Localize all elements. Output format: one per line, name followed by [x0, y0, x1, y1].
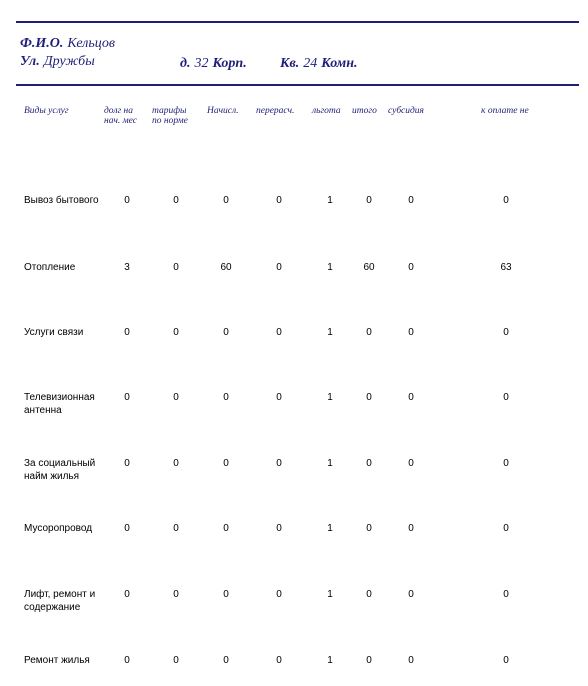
row-value: 0: [223, 458, 229, 469]
row-value: 0: [366, 392, 372, 403]
row-value: 0: [503, 655, 509, 666]
col-header-debt: долг на нач. мес: [104, 106, 137, 126]
row-value: 0: [503, 458, 509, 469]
row-value: 0: [173, 195, 179, 206]
service-name: Вывоз бытового: [24, 195, 99, 206]
row-value: 60: [363, 262, 375, 273]
row-value: 1: [327, 195, 333, 206]
fio-label: Ф.И.О.: [20, 36, 64, 51]
row-value: 0: [124, 523, 130, 534]
col-header-tariff: тарифы по норме: [152, 106, 188, 126]
col-header-recalc: перерасч.: [256, 106, 295, 116]
row-value: 3: [124, 262, 130, 273]
row-value: 0: [408, 655, 414, 666]
row-value: 0: [276, 327, 282, 338]
service-name: Отопление: [24, 262, 76, 273]
service-name: Лифт, ремонт и содержание: [24, 589, 96, 613]
col-header-total: итого: [352, 106, 377, 116]
fio-value: Кельцов: [67, 36, 115, 51]
row-value: 0: [223, 655, 229, 666]
row-value: 0: [408, 392, 414, 403]
kv-label: Кв.: [280, 56, 300, 71]
row-value: 0: [503, 589, 509, 600]
row-value: 0: [276, 655, 282, 666]
row-value: 0: [223, 327, 229, 338]
row-value: 0: [223, 589, 229, 600]
row-value: 0: [173, 327, 179, 338]
col-header-to-pay: к оплате не: [481, 106, 529, 116]
service-name: Телевизионная антенна: [24, 392, 95, 416]
row-value: 0: [276, 195, 282, 206]
kv-field: [280, 54, 358, 72]
row-value: 0: [173, 655, 179, 666]
row-value: 0: [276, 589, 282, 600]
row-value: 0: [408, 523, 414, 534]
house-field: [180, 54, 247, 72]
row-value: 63: [500, 262, 512, 273]
row-value: 0: [366, 458, 372, 469]
top-rule: [16, 21, 579, 23]
row-value: 0: [408, 262, 414, 273]
house-value: 32: [194, 56, 209, 71]
service-name: Ремонт жилья: [24, 655, 90, 666]
row-value: 1: [327, 589, 333, 600]
row-value: 0: [124, 458, 130, 469]
row-value: 0: [124, 195, 130, 206]
col-header-benefit: льгота: [312, 106, 341, 116]
row-value: 0: [173, 392, 179, 403]
row-value: 0: [408, 327, 414, 338]
row-value: 0: [223, 195, 229, 206]
korp-label: Корп.: [212, 56, 247, 71]
row-value: 0: [124, 327, 130, 338]
service-name: Мусоропровод: [24, 523, 93, 534]
street-value: Дружбы: [43, 54, 95, 69]
row-value: 0: [173, 589, 179, 600]
row-value: 1: [327, 327, 333, 338]
row-value: 0: [366, 589, 372, 600]
row-value: 0: [124, 392, 130, 403]
row-value: 0: [408, 195, 414, 206]
house-label: д.: [180, 56, 191, 71]
row-value: 1: [327, 392, 333, 403]
row-value: 0: [223, 523, 229, 534]
row-value: 0: [408, 458, 414, 469]
row-value: 0: [366, 327, 372, 338]
street-label: Ул.: [20, 54, 40, 69]
komn-label: Комн.: [321, 56, 358, 71]
row-value: 0: [503, 195, 509, 206]
service-name: За социальный найм жилья: [24, 458, 96, 482]
row-value: 0: [408, 589, 414, 600]
service-name: Услуги связи: [24, 327, 84, 338]
header-rule: [16, 84, 579, 86]
fio-line: [20, 34, 115, 52]
row-value: 1: [327, 655, 333, 666]
row-value: 60: [220, 262, 232, 273]
row-value: 0: [366, 195, 372, 206]
col-header-service: Виды услуг: [24, 106, 69, 116]
row-value: 0: [173, 262, 179, 273]
col-header-accrued: Начисл.: [207, 106, 239, 116]
row-value: 0: [503, 392, 509, 403]
row-value: 0: [124, 589, 130, 600]
row-value: 0: [124, 655, 130, 666]
street-line: [20, 52, 95, 70]
kv-value: 24: [303, 56, 318, 71]
row-value: 0: [366, 523, 372, 534]
row-value: 0: [173, 523, 179, 534]
row-value: 0: [503, 327, 509, 338]
row-value: 1: [327, 262, 333, 273]
row-value: 1: [327, 523, 333, 534]
row-value: 1: [327, 458, 333, 469]
row-value: 0: [223, 392, 229, 403]
row-value: 0: [276, 392, 282, 403]
row-value: 0: [276, 458, 282, 469]
col-header-subsidy: субсидия: [388, 106, 424, 116]
row-value: 0: [366, 655, 372, 666]
row-value: 0: [173, 458, 179, 469]
row-value: 0: [276, 523, 282, 534]
row-value: 0: [276, 262, 282, 273]
row-value: 0: [503, 523, 509, 534]
